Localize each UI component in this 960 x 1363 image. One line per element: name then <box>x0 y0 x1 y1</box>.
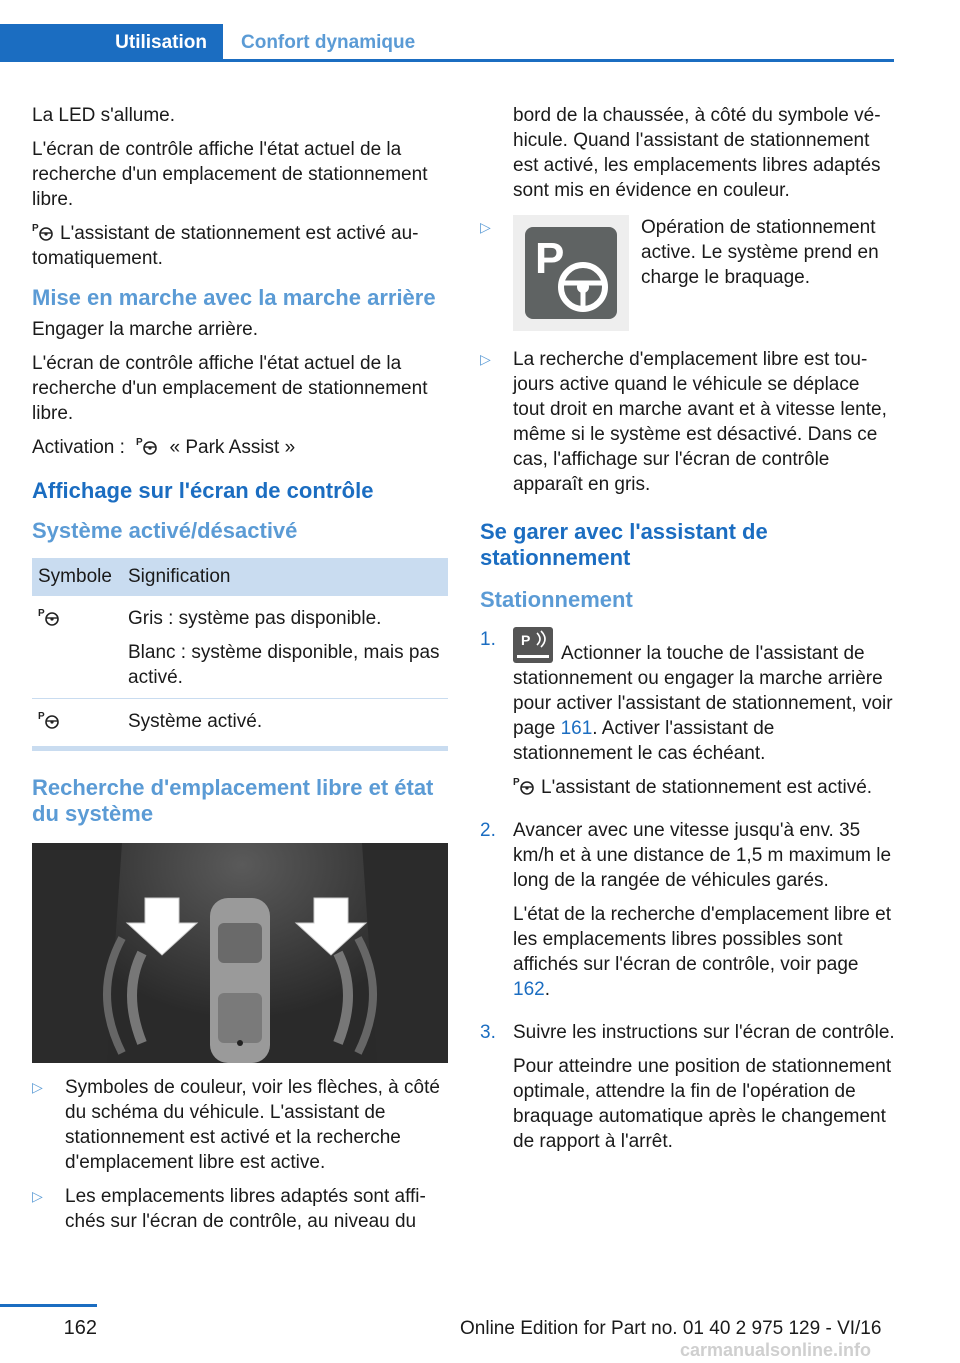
table-row <box>32 596 448 699</box>
bullet-marker: ▷ <box>480 351 491 367</box>
table-cell-symbol <box>32 596 122 699</box>
park-assist-gray-icon <box>38 607 60 627</box>
step-text <box>513 627 896 766</box>
svg-text:P: P <box>32 223 39 234</box>
table-header-symbol: Symbole <box>32 558 122 596</box>
bullet-item <box>480 347 896 497</box>
tab-utilisation[interactable]: Utilisation <box>0 24 223 62</box>
step-item <box>480 1020 896 1163</box>
step-text-part: L'assistant de stationnement est activé. <box>541 777 873 798</box>
step-number: 2. <box>480 820 496 841</box>
svg-text:P: P <box>513 777 520 788</box>
bullet-marker: ▷ <box>32 1079 43 1095</box>
bullet-text: Symboles de couleur, voir les flèches, à côté du schéma du véhicule. L'assistant de stationnement est activé et la recherche d'emplacement libre est active. <box>65 1077 440 1173</box>
park-assist-active-icon <box>38 710 60 730</box>
svg-text:P: P <box>38 711 45 722</box>
svg-text:P: P <box>136 437 143 448</box>
park-assist-icon <box>513 776 535 796</box>
paragraph <box>32 221 448 271</box>
step-text-part: Actionner la touche de l'assistant de stationnement ou engager la marche arrière pour activer l'assistant de stationnement, voir page <box>513 643 893 739</box>
step-number: 1. <box>480 629 496 650</box>
table-header-row <box>32 558 448 596</box>
heading-display: Affichage sur l'écran de contrôle <box>32 478 374 503</box>
park-assist-icon <box>32 222 54 242</box>
step-text-part: L'état de la recherche d'emplacement libre et les emplacements libres possibles sont affichés sur l'écran de contrôle, voir page <box>513 904 891 975</box>
heading-park-with-assistant: Se garer avec l'assistant de stationnement <box>480 519 768 570</box>
heading-reverse: Mise en marche avec la marche arrière <box>32 285 436 310</box>
footer-rule <box>0 1304 97 1307</box>
heading-parking: Stationnement <box>480 587 633 612</box>
table-cell-meaning <box>122 596 448 699</box>
step-item <box>480 818 896 1011</box>
paragraph-text: L'assistant de stationnement est activé automatiquement. <box>32 223 419 269</box>
right-column <box>480 103 896 1172</box>
edition-info: Online Edition for Part no. 01 40 2 975 129 - VI/16 <box>460 1318 882 1339</box>
parking-active-icon <box>513 215 629 331</box>
parking-display-illustration <box>32 843 448 1063</box>
park-assist-icon <box>136 436 158 456</box>
bullet-item <box>32 1184 448 1234</box>
table-row <box>32 699 448 749</box>
table-header-meaning: Signification <box>122 558 448 596</box>
symbol-table <box>32 558 448 751</box>
step-text <box>513 775 896 800</box>
svg-text:P: P <box>535 234 565 283</box>
step-text: Avancer avec une vitesse jusqu'à env. 35 km/h et à une distance de 1,5 m maximum le long de la rangée de véhicules garés. <box>513 820 892 891</box>
table-text: Blanc : système disponible, mais pas activé. <box>128 642 440 688</box>
page-link[interactable]: 162 <box>513 979 545 1000</box>
bullet-item <box>32 1075 448 1175</box>
step-text-part: . Activer l'assistant de stationnement le cas échéant. <box>513 718 775 764</box>
paragraph: Engager la marche arrière. <box>32 319 258 340</box>
svg-text:P: P <box>521 632 531 648</box>
paragraph: L'écran de contrôle affiche l'état actuel de la recherche d'un emplacement de stationnement libre. <box>32 353 428 424</box>
step-text-part: . <box>544 979 550 1000</box>
bullet-text: La recherche d'emplacement libre est toujours active quand le véhicule se déplace tout droit en marche avant et à vitesse lente, même si le système est désactivé. Dans ce cas, l'affichage sur l'écran de contrôle apparaît en gris. <box>513 349 887 495</box>
paragraph: L'écran de contrôle affiche l'état actuel de la recherche d'un emplacement de stationnement libre. <box>32 139 428 210</box>
bullet-text: Opération de stationnement active. Le système prend en charge le braquage. <box>641 217 879 288</box>
activation-menu-item: « Park Assist » <box>169 437 296 458</box>
bullet-marker: ▷ <box>480 219 491 235</box>
page-number: 162 <box>63 1317 97 1339</box>
table-cell-meaning: Système activé. <box>122 699 448 749</box>
bullet-text: Les emplacements libres adaptés sont affichés sur l'écran de contrôle, au niveau du <box>65 1186 426 1232</box>
heading-system: Système activé/désactivé <box>32 518 298 543</box>
activation-line <box>32 435 448 460</box>
step-item <box>480 627 896 809</box>
page-link[interactable]: 161 <box>560 718 593 739</box>
heading-search: Recherche d'emplacement libre et état du système <box>32 775 434 826</box>
svg-text:P: P <box>38 608 45 619</box>
bullet-marker: ▷ <box>32 1188 43 1204</box>
step-text: Pour atteindre une position de stationnement optimale, attendre la fin de l'opération de braquage automatique après le changement de rapport à l'arrêt. <box>513 1056 892 1152</box>
tab-confort-dynamique[interactable]: Confort dynamique <box>241 32 416 53</box>
table-cell-symbol <box>32 699 122 749</box>
bullet-item <box>480 215 896 331</box>
table-text: Gris : système pas disponible. <box>128 608 382 629</box>
park-assist-button-icon <box>513 627 553 663</box>
paragraph: La LED s'allume. <box>32 105 176 126</box>
step-text: Suivre les instructions sur l'écran de contrôle. <box>513 1022 895 1043</box>
watermark: carmanualsonline.info <box>680 1340 872 1360</box>
activation-label: Activation : <box>32 437 125 458</box>
step-text <box>513 902 896 1002</box>
left-column <box>32 103 448 1243</box>
paragraph: bord de la chaussée, à côté du symbole véhicule. Quand l'assistant de stationnement est activé, les emplacements libres adaptés sont mis en évidence en couleur. <box>513 105 881 201</box>
step-number: 3. <box>480 1022 496 1043</box>
